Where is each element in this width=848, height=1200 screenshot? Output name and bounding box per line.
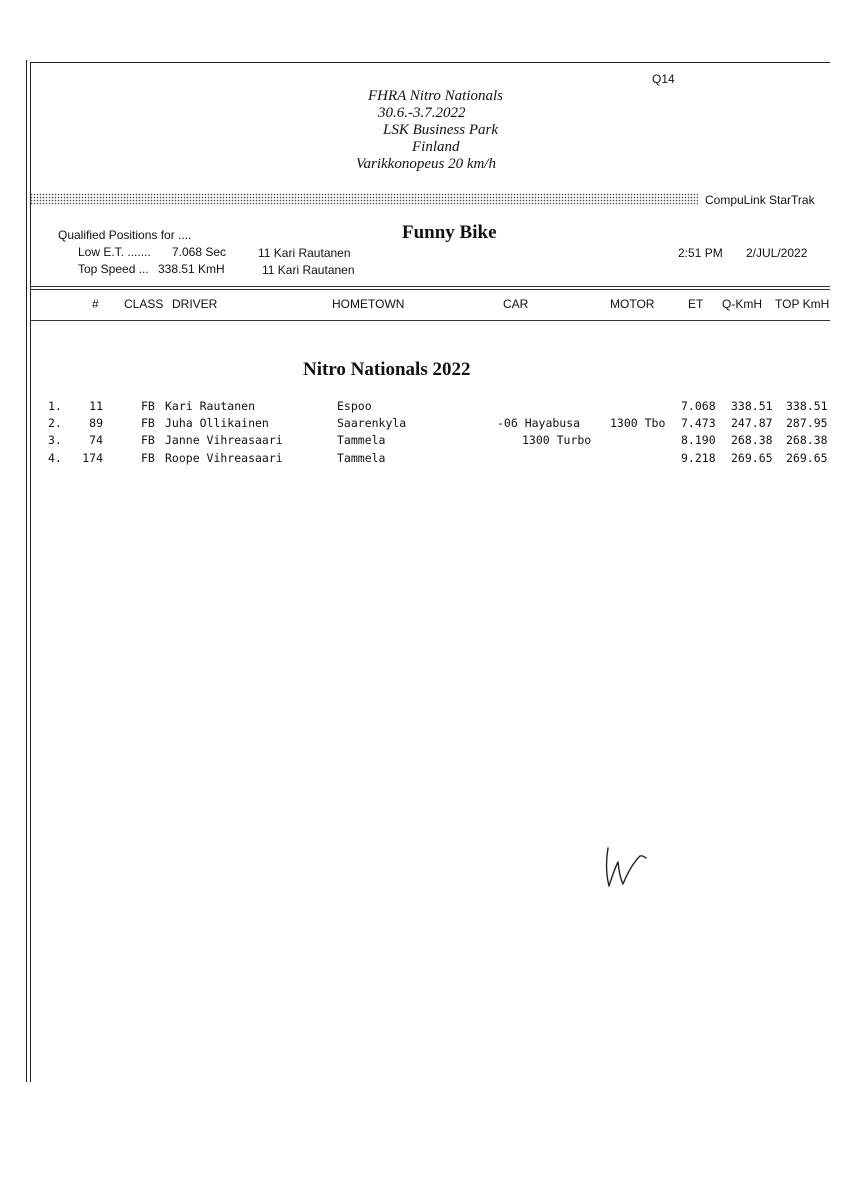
row-class: FB [141, 451, 155, 465]
row-driver: Roope Vihreasaari [165, 451, 283, 465]
row-pos: 1. [48, 399, 62, 413]
low-et-driver: 11 Kari Rautanen [258, 246, 351, 260]
top-border [30, 62, 830, 63]
row-qkmh: 269.65 [731, 451, 773, 465]
dotted-band [30, 193, 698, 205]
col-driver: DRIVER [172, 297, 218, 311]
row-num: 174 [82, 451, 103, 465]
row-qkmh: 268.38 [731, 433, 773, 447]
top-speed-value: 338.51 KmH [158, 262, 225, 276]
event-name: FHRA Nitro Nationals [368, 88, 504, 104]
row-motor: 1300 Tbo [610, 416, 666, 430]
col-qkmh: Q-KmH [722, 297, 762, 311]
report-date: 2/JUL/2022 [746, 246, 808, 260]
row-num: 11 [89, 399, 103, 413]
col-et: ET [688, 297, 704, 311]
row-pos: 3. [48, 433, 62, 447]
left-border-outer [26, 60, 27, 1082]
report-time: 2:51 PM [678, 246, 723, 260]
row-et: 7.473 [681, 416, 716, 430]
row-car: -06 Hayabusa [497, 416, 581, 430]
row-hometown: Saarenkyla [337, 416, 407, 430]
row-class: FB [141, 433, 155, 447]
top-speed-label: Top Speed ... [78, 262, 149, 276]
class-title: Funny Bike [402, 222, 497, 243]
col-motor: MOTOR [610, 297, 655, 311]
row-hometown: Tammela [337, 433, 386, 447]
event-note: Varikkonopeus 20 km/h [356, 156, 496, 172]
row-pos: 4. [48, 451, 62, 465]
low-et-value: 7.068 Sec [172, 245, 227, 259]
row-car: 1300 Turbo [522, 433, 592, 447]
row-top: 269.65 [786, 451, 828, 465]
row-pos: 2. [48, 416, 62, 430]
row-qkmh: 338.51 [731, 399, 773, 413]
row-qkmh: 247.87 [731, 416, 773, 430]
row-hometown: Espoo [337, 399, 372, 413]
row-driver: Kari Rautanen [165, 399, 256, 413]
row-num: 74 [89, 433, 103, 447]
left-border-inner [30, 62, 31, 1082]
row-hometown: Tammela [337, 451, 386, 465]
row-class: FB [141, 416, 155, 430]
software-brand: CompuLink StarTrak [705, 193, 815, 207]
row-et: 9.218 [681, 451, 716, 465]
row-et: 8.190 [681, 433, 716, 447]
col-class: CLASS [124, 297, 164, 311]
header-rule-top [30, 286, 830, 287]
section-title: Nitro Nationals 2022 [303, 359, 471, 380]
top-speed-driver: 11 Kari Rautanen [262, 263, 355, 277]
col-car: CAR [503, 297, 529, 311]
row-num: 89 [89, 416, 103, 430]
columns-rule [30, 320, 830, 321]
low-et-label: Low E.T. ....... [78, 245, 151, 259]
report-code: Q14 [652, 72, 675, 86]
col-hometown: HOMETOWN [332, 297, 405, 311]
header-rule-mid [30, 289, 830, 290]
row-top: 287.95 [786, 416, 828, 430]
event-dates: 30.6.-3.7.2022 [378, 105, 466, 121]
row-driver: Janne Vihreasaari [165, 433, 283, 447]
row-top: 338.51 [786, 399, 828, 413]
row-top: 268.38 [786, 433, 828, 447]
row-class: FB [141, 399, 155, 413]
qualified-label: Qualified Positions for .... [58, 228, 192, 242]
event-country: Finland [412, 139, 460, 155]
col-num: # [92, 297, 99, 311]
row-et: 7.068 [681, 399, 716, 413]
col-top-kmh: TOP KmH [775, 297, 830, 311]
event-venue: LSK Business Park [383, 122, 499, 138]
row-driver: Juha Ollikainen [165, 416, 269, 430]
handwritten-signature [600, 840, 660, 900]
